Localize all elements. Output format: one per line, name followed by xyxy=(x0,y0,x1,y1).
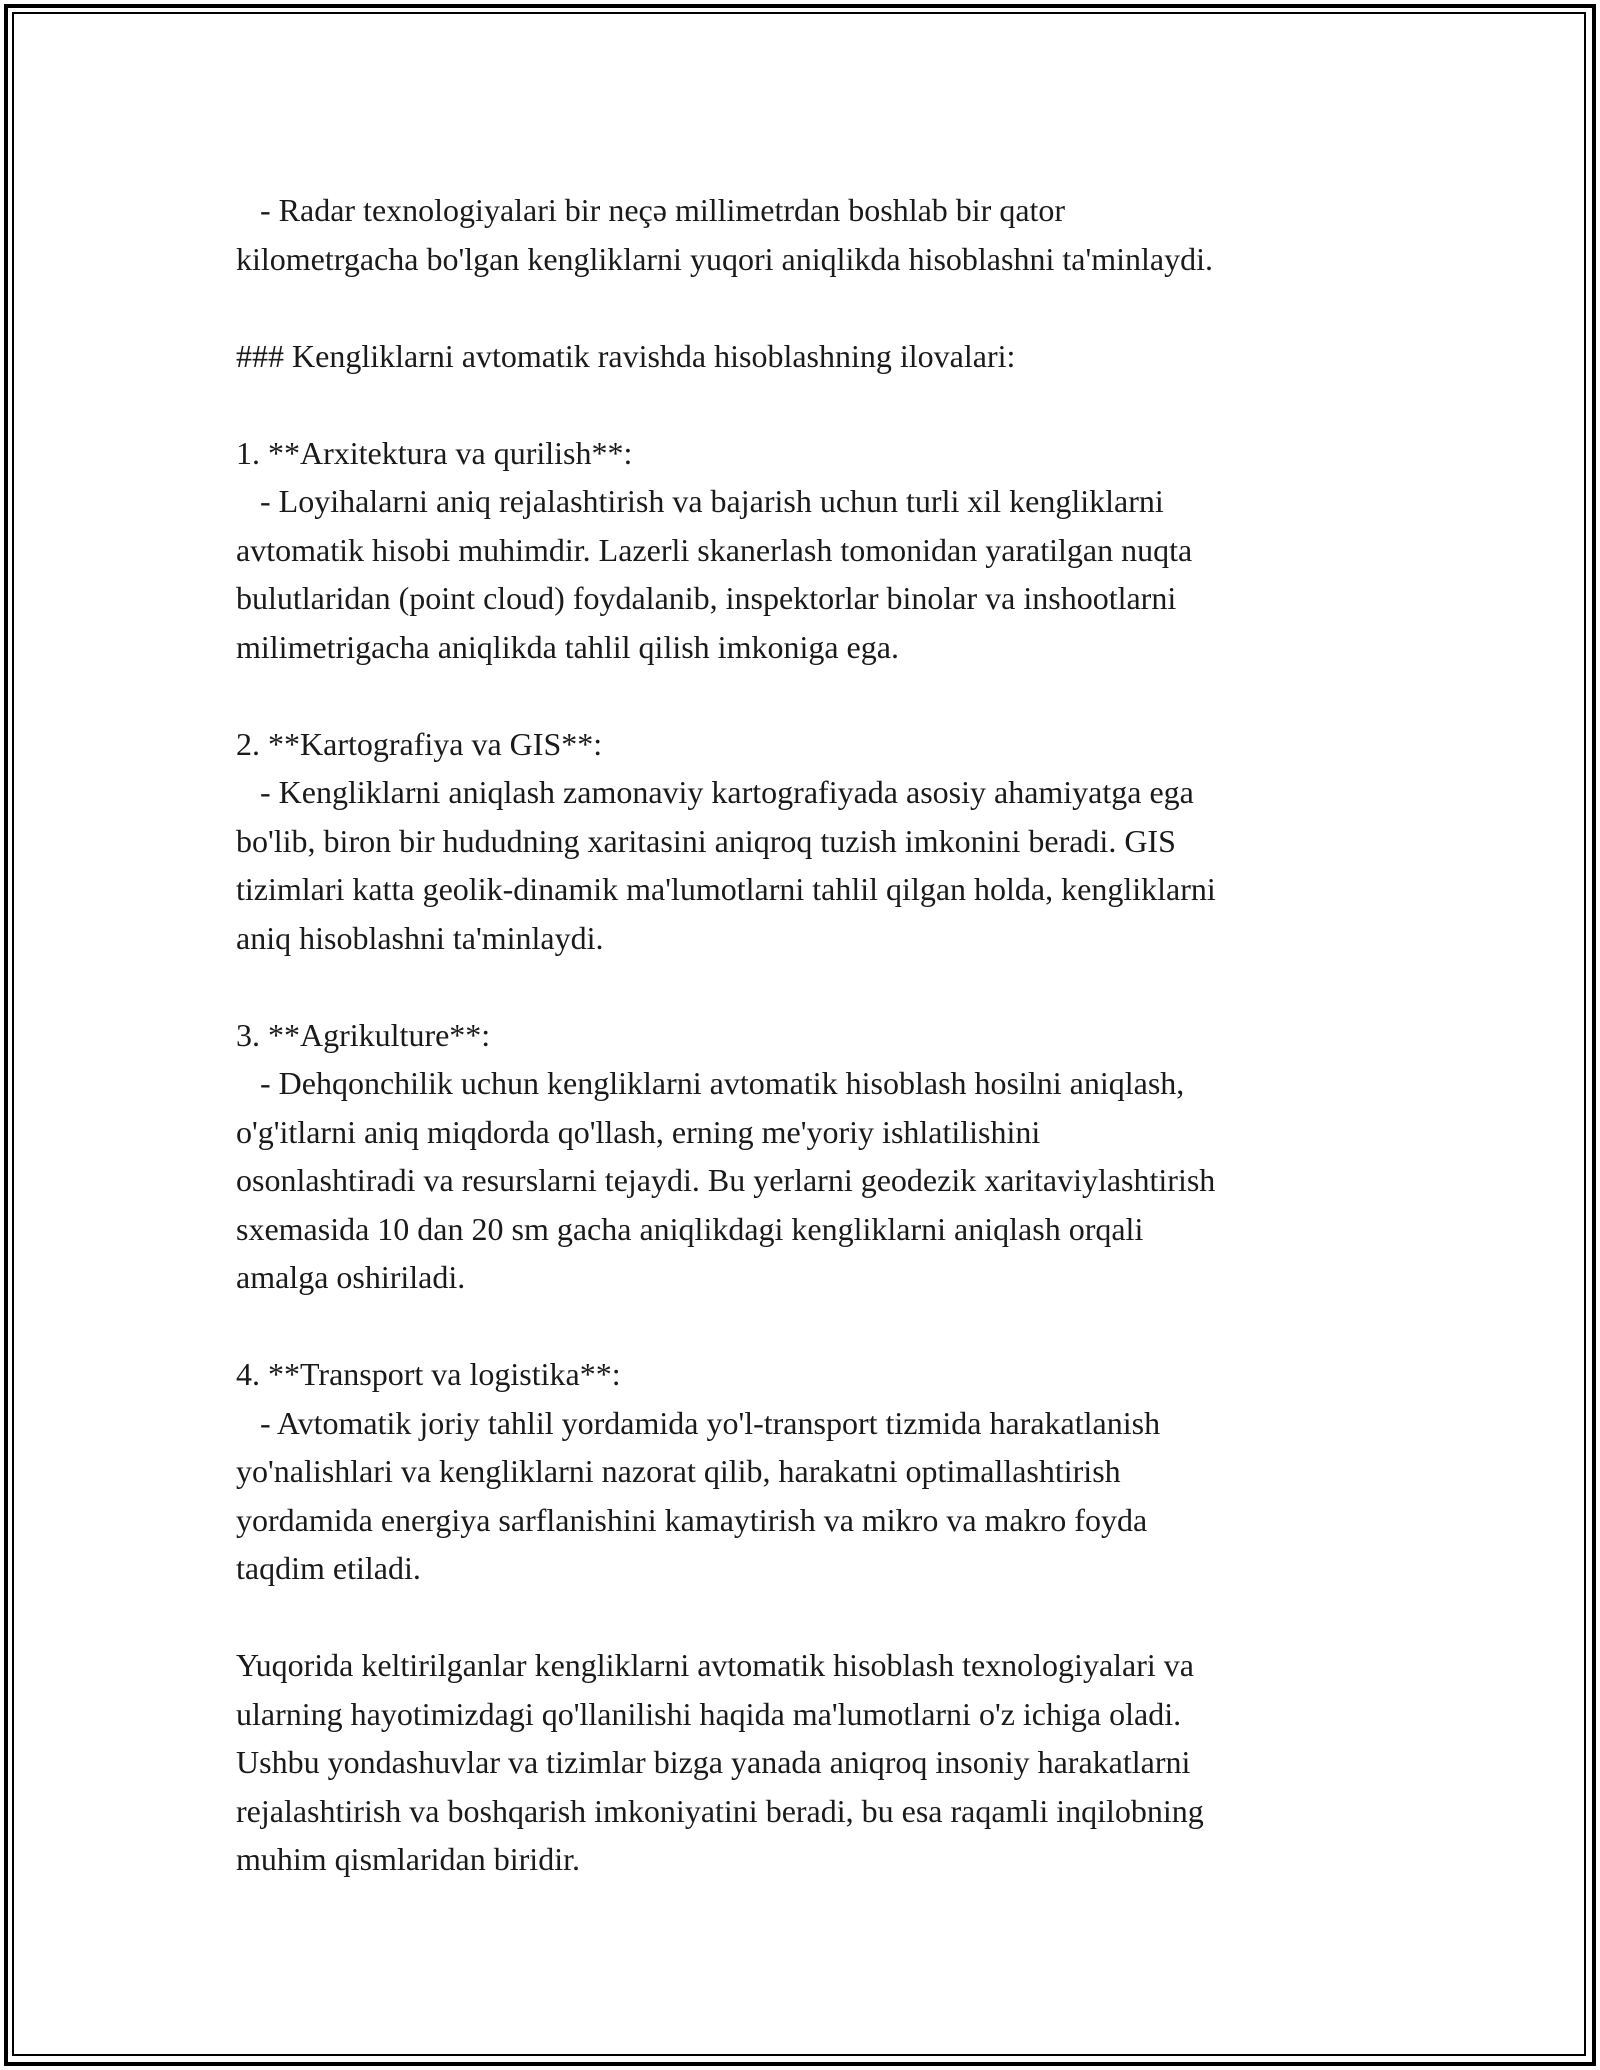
list-item-heading: 3. **Agrikulture**: xyxy=(236,1016,491,1053)
text-line: taqdim etiladi. xyxy=(236,1550,421,1586)
text-line: bo'lib, biron bir hududning xaritasini aniqroq tuzish imkonini beradi. GIS xyxy=(236,822,1176,859)
text-line: milimetrigacha aniqlikda tahlil qilish imkoniga ega. xyxy=(236,628,899,665)
text-line: bulutlaridan (point cloud) foydalanib, inspektorlar binolar va inshootlarni xyxy=(236,580,1177,616)
blank-line xyxy=(236,283,1376,332)
text-line: - Radar texnologiyalari bir neçə millimetrdan boshlab bir qator xyxy=(236,192,1066,228)
list-item-heading: 1. **Arxitektura va qurilish**: xyxy=(236,434,633,471)
text-line: rejalashtirish va boshqarish imkoniyatini beradi, bu esa raqamli inqilobning xyxy=(236,1792,1204,1829)
text-line: avtomatik hisobi muhimdir. Lazerli skanerlash tomonidan yaratilgan nuqta xyxy=(236,531,1193,568)
text-line: o'g'itlarni aniq miqdorda qo'llash, erning me'yoriy ishlatilishini xyxy=(236,1113,1041,1150)
text-line: tizimlari katta geolik-dinamik ma'lumotlarni tahlil qilgan holda, kengliklarni xyxy=(236,871,1216,907)
text-line: amalga oshiriladi. xyxy=(236,1259,466,1295)
text-line: yo'nalishlari va kengliklarni nazorat qilib, harakatni optimallashtirish xyxy=(236,1453,1121,1489)
list-item-heading: 4. **Transport va logistika**: xyxy=(236,1356,621,1392)
text-line: muhim qismlaridan biridir. xyxy=(236,1841,580,1877)
text-line: Yuqorida keltirilganlar kengliklarni avtomatik hisoblash texnologiyalari va xyxy=(236,1647,1194,1683)
blank-line xyxy=(236,962,1376,1011)
list-item-heading: 2. **Kartografiya va GIS**: xyxy=(236,725,603,762)
text-line: - Loyihalarni aniq rejalashtirish va bajarish uchun turli xil kengliklarni xyxy=(236,483,1164,519)
blank-line xyxy=(236,1302,1376,1351)
text-line: ularning hayotimizdagi qo'llanilishi haqida ma'lumotlarni o'z ichiga oladi. xyxy=(236,1695,1182,1732)
text-line: osonlashtiradi va resurslarni tejaydi. Bu yerlarni geodezik xaritaviylashtirish xyxy=(236,1162,1216,1198)
document-body xyxy=(236,186,1376,1884)
text-line: - Dehqonchilik uchun kengliklarni avtomatik hisoblash hosilni aniqlash, xyxy=(236,1065,1185,1101)
text-line: kilometrgacha bo'lgan kengliklarni yuqori aniqlikda hisoblashni ta'minlaydi. xyxy=(236,240,1213,277)
blank-line xyxy=(236,1593,1376,1642)
blank-line xyxy=(236,671,1376,720)
text-line: aniq hisoblashni ta'minlaydi. xyxy=(236,919,604,956)
text-line: sxemasida 10 dan 20 sm gacha aniqlikdagi kengliklarni aniqlash orqali xyxy=(236,1210,1144,1247)
text-line: - Kengliklarni aniqlash zamonaviy kartografiyada asosiy ahamiyatga ega xyxy=(236,774,1194,810)
blank-line xyxy=(236,380,1376,429)
text-line: - Avtomatik joriy tahlil yordamida yo'l-transport tizmida harakatlanish xyxy=(236,1404,1161,1441)
section-heading: ### Kengliklarni avtomatik ravishda hisoblashning ilovalari: xyxy=(236,337,1016,374)
text-line: yordamida energiya sarflanishini kamaytirish va mikro va makro foyda xyxy=(236,1501,1148,1538)
text-line: Ushbu yondashuvlar va tizimlar bizga yanada aniqroq insoniy harakatlarni xyxy=(236,1744,1191,1780)
